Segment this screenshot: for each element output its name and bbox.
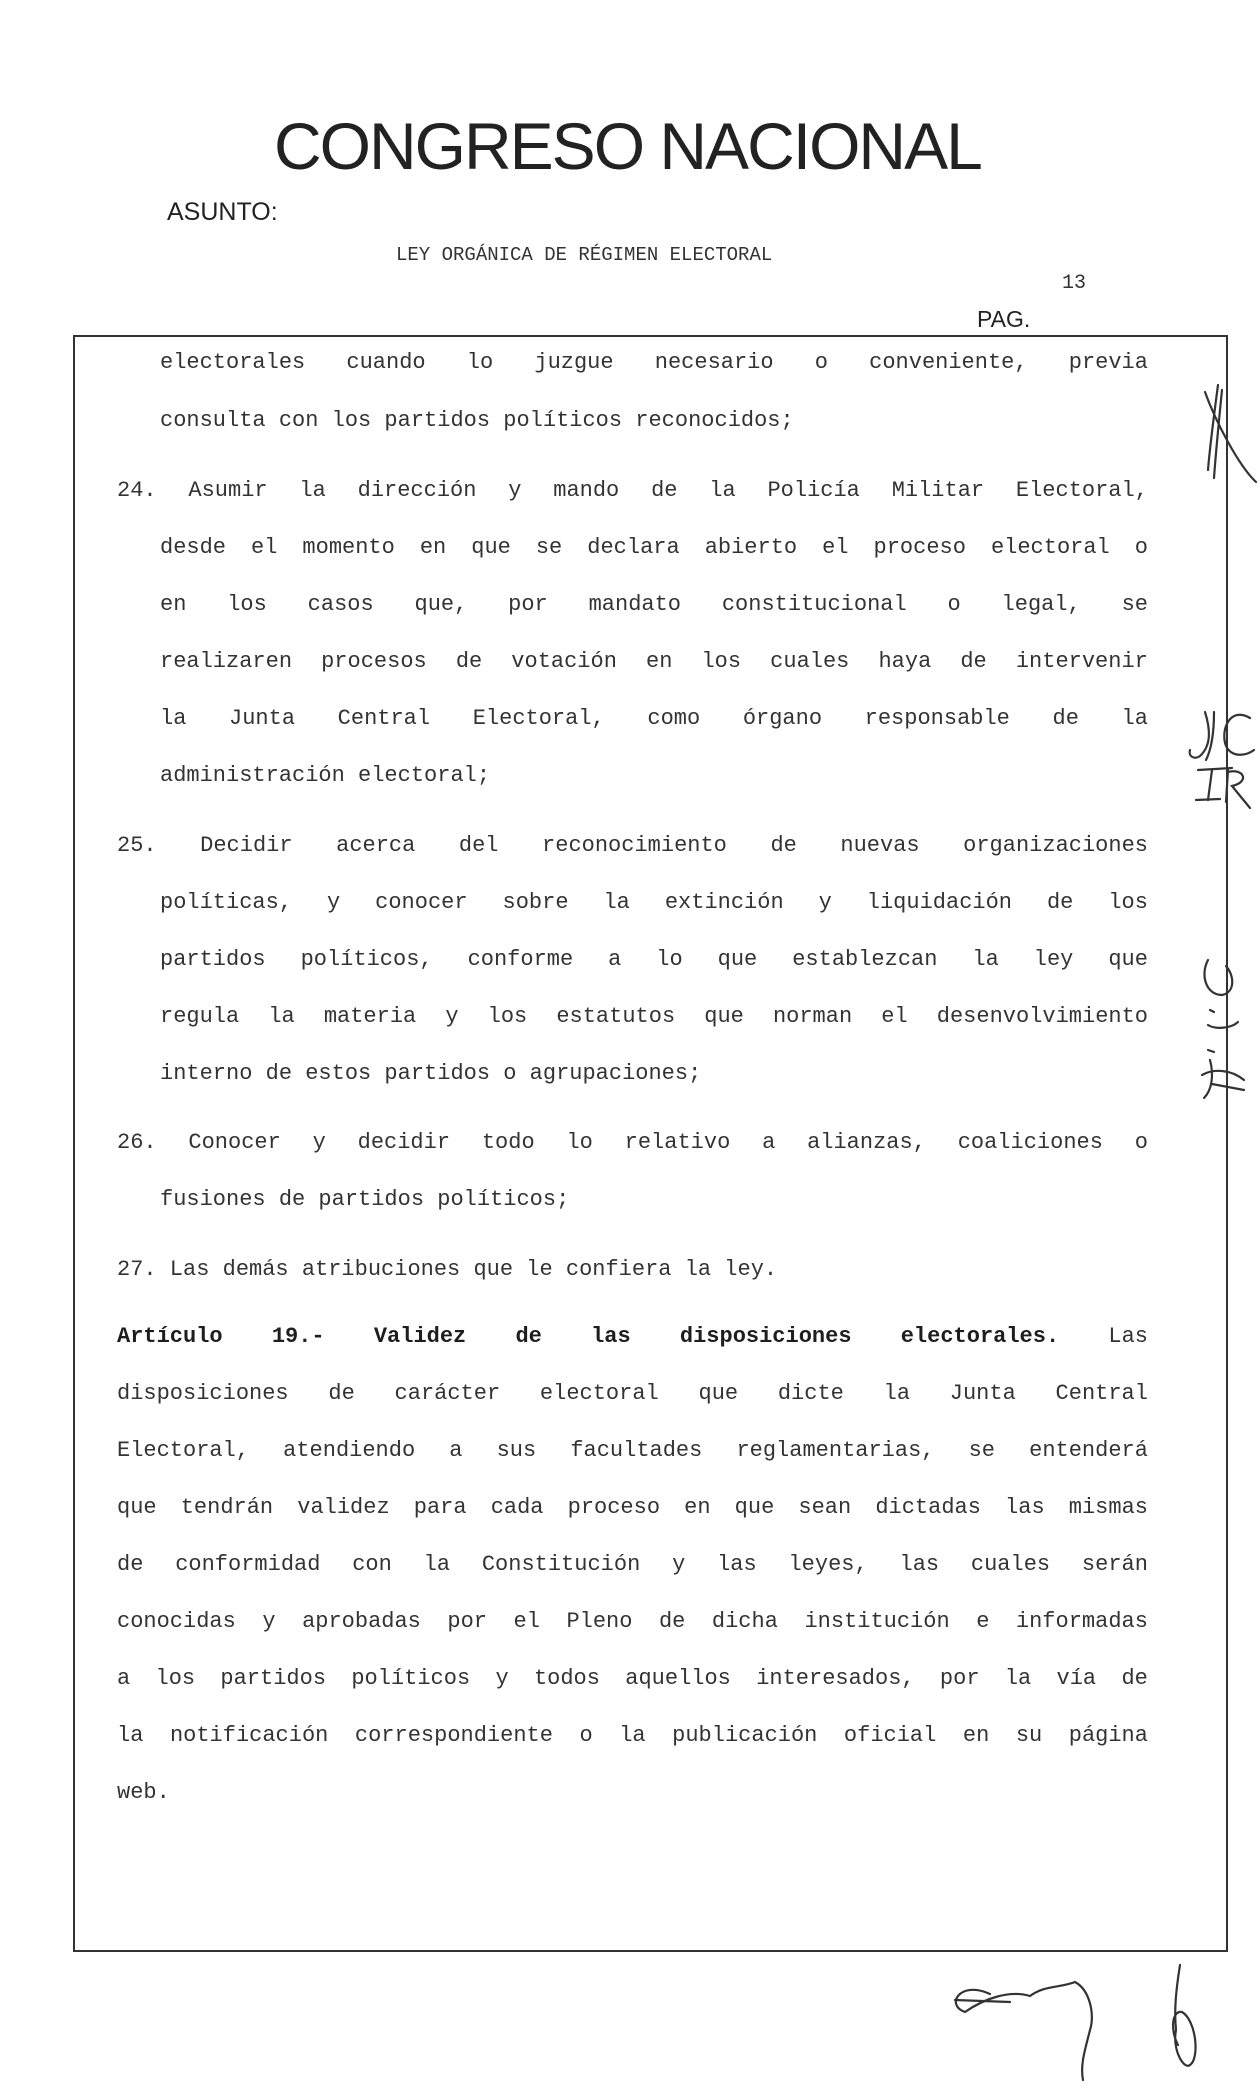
- word: 26.: [117, 1130, 157, 1155]
- handwritten-signature-bottom: [956, 1982, 1092, 2080]
- word: tendrán: [180, 1495, 274, 1520]
- word: políticos,: [300, 947, 433, 972]
- word: los: [701, 649, 742, 674]
- word: sobre: [502, 890, 569, 915]
- word: sus: [496, 1438, 537, 1463]
- word: y: [672, 1552, 686, 1577]
- word: todos: [533, 1666, 600, 1691]
- word: coaliciones: [957, 1130, 1103, 1155]
- word: la: [1004, 1666, 1032, 1691]
- word: electorales: [160, 350, 306, 375]
- word: intervenir: [1015, 649, 1148, 674]
- word: la: [603, 890, 630, 915]
- word: lo: [466, 350, 494, 375]
- word: la: [619, 1723, 646, 1748]
- word: del: [458, 833, 499, 858]
- word: la: [117, 1723, 144, 1748]
- page-number: 13: [1062, 272, 1087, 295]
- word: página: [1068, 1723, 1148, 1748]
- word: se: [535, 535, 563, 560]
- word: las: [591, 1324, 631, 1349]
- word: procesos: [321, 649, 427, 674]
- word: que: [698, 1381, 739, 1406]
- word: o: [1134, 1130, 1148, 1155]
- word: oficial: [843, 1723, 937, 1748]
- word: las: [717, 1552, 757, 1577]
- word: e: [976, 1609, 990, 1634]
- word: Las: [1108, 1324, 1148, 1349]
- word: mando: [553, 478, 620, 503]
- word: establezcan: [792, 947, 938, 972]
- word: como: [647, 706, 701, 731]
- word: haya: [878, 649, 932, 674]
- word: el: [822, 535, 849, 560]
- word: conformidad: [175, 1552, 321, 1577]
- word: Artículo: [117, 1324, 223, 1349]
- word: Constitución: [481, 1552, 641, 1577]
- word: 24.: [117, 478, 157, 503]
- word: atendiendo: [283, 1438, 416, 1463]
- asunto-label: ASUNTO:: [167, 198, 278, 226]
- word: reglamentarias,: [736, 1438, 935, 1463]
- word: carácter: [394, 1381, 501, 1406]
- word: leyes,: [788, 1552, 868, 1577]
- word: electoral: [990, 535, 1110, 560]
- handwritten-initials-ir: [1198, 768, 1232, 770]
- word: cuales: [770, 649, 850, 674]
- word: interesados,: [756, 1666, 915, 1691]
- word: la: [1121, 706, 1148, 731]
- word: se: [1121, 592, 1148, 617]
- word: la: [972, 947, 999, 972]
- word: Central: [1055, 1381, 1148, 1406]
- word: electoral: [539, 1381, 659, 1406]
- word: o: [814, 350, 828, 375]
- word: y: [312, 1130, 326, 1155]
- word: para: [413, 1495, 467, 1520]
- word: de: [960, 649, 987, 674]
- word: que: [734, 1495, 775, 1520]
- word: cuales: [970, 1552, 1051, 1577]
- word: de: [770, 833, 797, 858]
- word: constitucional: [721, 592, 907, 617]
- word: en: [160, 592, 187, 617]
- word: aquellos: [625, 1666, 731, 1691]
- word: y: [326, 890, 341, 915]
- word: casos: [307, 592, 374, 617]
- word: a: [449, 1438, 463, 1463]
- word: de: [658, 1609, 686, 1634]
- word: nuevas: [840, 833, 920, 858]
- word: conveniente,: [869, 350, 1028, 375]
- word: organizaciones: [963, 833, 1148, 858]
- word: políticas,: [160, 890, 293, 915]
- word: partidos: [160, 947, 266, 972]
- word: a: [608, 947, 622, 972]
- word: mismas: [1068, 1495, 1148, 1520]
- word: que: [117, 1495, 157, 1520]
- word: el: [251, 535, 278, 560]
- word: notificación: [169, 1723, 329, 1748]
- word: vía: [1056, 1666, 1097, 1691]
- word: cuando: [346, 350, 426, 375]
- word: Conocer: [188, 1130, 281, 1155]
- word: y: [818, 890, 832, 915]
- word: la: [883, 1381, 911, 1406]
- word: aprobadas: [302, 1609, 421, 1634]
- word: cada: [490, 1495, 544, 1520]
- word: Electoral,: [472, 706, 605, 731]
- word: la: [160, 706, 187, 731]
- word: facultades: [570, 1438, 703, 1463]
- word: las: [899, 1552, 940, 1577]
- word: electorales.: [900, 1324, 1060, 1349]
- pag-label: PAG.: [977, 306, 1031, 332]
- word: de: [515, 1324, 542, 1349]
- word: relativo: [624, 1130, 731, 1155]
- word: dicte: [777, 1381, 844, 1406]
- word: las: [1005, 1495, 1045, 1520]
- word: reconocimiento: [542, 833, 727, 858]
- word: o: [579, 1723, 593, 1748]
- word: que: [704, 1004, 744, 1029]
- word: Policía: [767, 478, 860, 503]
- word: políticos: [351, 1666, 471, 1691]
- word: declara: [587, 535, 680, 560]
- word: el: [513, 1609, 540, 1634]
- subject-text: LEY ORGÁNICA DE RÉGIMEN ELECTORAL: [396, 244, 773, 266]
- word: disposiciones: [117, 1381, 289, 1406]
- word: el: [881, 1004, 908, 1029]
- word: en: [962, 1723, 990, 1748]
- word: juzgue: [534, 350, 614, 375]
- word: los: [155, 1666, 196, 1691]
- word: o: [1134, 535, 1148, 560]
- word: entenderá: [1029, 1438, 1148, 1463]
- word: previa: [1068, 350, 1148, 375]
- word: proceso: [567, 1495, 661, 1520]
- word: validez: [297, 1495, 390, 1520]
- word: votación: [511, 649, 617, 674]
- word: regula: [160, 1004, 240, 1029]
- word: sean: [798, 1495, 852, 1520]
- word: Electoral,: [1015, 478, 1148, 503]
- word: acerca: [336, 833, 416, 858]
- word: por: [939, 1666, 980, 1691]
- word: y: [495, 1666, 509, 1691]
- word: dirección: [357, 478, 477, 503]
- word: desenvolvimiento: [936, 1004, 1148, 1029]
- word: con: [352, 1552, 392, 1577]
- word: lo: [656, 947, 683, 972]
- word: partidos: [220, 1666, 327, 1691]
- word: de: [1046, 890, 1074, 915]
- word: Junta: [229, 706, 296, 731]
- word: extinción: [664, 890, 784, 915]
- word: que: [471, 535, 511, 560]
- word: norman: [772, 1004, 853, 1029]
- handwritten-initials-jc: [1190, 712, 1209, 758]
- word: su: [1015, 1723, 1043, 1748]
- word: legal,: [1001, 592, 1081, 617]
- word: responsable: [864, 706, 1010, 731]
- word: la: [709, 478, 736, 503]
- item26-line: fusiones de partidos políticos;: [160, 1187, 570, 1212]
- word: la: [268, 1004, 295, 1029]
- word: los: [1108, 890, 1148, 915]
- word: en: [646, 649, 673, 674]
- word: de: [651, 478, 678, 503]
- word: Validez: [373, 1324, 467, 1349]
- word: estatutos: [556, 1004, 676, 1029]
- item25-line: interno de estos partidos o agrupaciones;: [160, 1061, 702, 1086]
- word: realizaren: [160, 649, 293, 674]
- word: ley: [1033, 947, 1074, 972]
- word: a: [762, 1130, 776, 1155]
- word: y: [445, 1004, 459, 1029]
- word: desde: [160, 535, 227, 560]
- word: Electoral,: [117, 1438, 250, 1463]
- word: todo: [481, 1130, 535, 1155]
- word: institución: [804, 1609, 950, 1634]
- word: la: [299, 478, 326, 503]
- word: en: [419, 535, 447, 560]
- word: informadas: [1015, 1609, 1148, 1634]
- word: que,: [414, 592, 468, 617]
- letterhead-title: CONGRESO NACIONAL: [274, 109, 981, 183]
- item23-line: consulta con los partidos políticos reconocidos;: [160, 408, 794, 433]
- word: alianzas,: [807, 1130, 926, 1155]
- item27-line: 27. Las demás atribuciones que le confiera la ley.: [117, 1257, 778, 1282]
- word: o: [947, 592, 961, 617]
- word: decidir: [357, 1130, 451, 1155]
- word: momento: [302, 535, 395, 560]
- handwritten-initial-d: [1173, 1965, 1195, 2066]
- word: los: [227, 592, 267, 617]
- word: materia: [323, 1004, 417, 1029]
- word: necesario: [654, 350, 774, 375]
- article19-line: web.: [117, 1780, 170, 1805]
- word: de: [117, 1552, 144, 1577]
- word: serán: [1081, 1552, 1148, 1577]
- word: abierto: [704, 535, 798, 560]
- word: Junta: [949, 1381, 1016, 1406]
- word: mandato: [588, 592, 682, 617]
- word: dicha: [711, 1609, 778, 1634]
- word: liquidación: [866, 890, 1013, 915]
- word: la: [423, 1552, 451, 1577]
- word: proceso: [873, 535, 966, 560]
- word: Pleno: [566, 1609, 633, 1634]
- word: 19.-: [271, 1324, 325, 1349]
- word: los: [487, 1004, 528, 1029]
- word: conocidas: [117, 1609, 236, 1634]
- word: conocer: [375, 890, 468, 915]
- word: se: [968, 1438, 996, 1463]
- word: conforme: [467, 947, 574, 972]
- word: de: [455, 649, 483, 674]
- word: lo: [566, 1130, 593, 1155]
- word: y: [262, 1609, 276, 1634]
- word: órgano: [742, 706, 823, 731]
- word: Decidir: [200, 833, 293, 858]
- word: correspondiente: [354, 1723, 553, 1748]
- word: que: [1108, 947, 1148, 972]
- word: disposiciones: [679, 1324, 852, 1349]
- word: Asumir: [188, 478, 268, 503]
- word: que: [717, 947, 758, 972]
- word: a: [117, 1666, 131, 1691]
- word: de: [1121, 1666, 1148, 1691]
- word: Central: [337, 706, 431, 731]
- word: y: [508, 478, 522, 503]
- word: dictadas: [875, 1495, 981, 1520]
- word: de: [1052, 706, 1079, 731]
- word: por: [508, 592, 548, 617]
- word: Militar: [891, 478, 985, 503]
- word: en: [684, 1495, 711, 1520]
- handwritten-x-mark: [1205, 392, 1256, 482]
- word: 25.: [117, 833, 157, 858]
- word: por: [447, 1609, 488, 1634]
- word: publicación: [672, 1723, 818, 1748]
- item24-line: administración electoral;: [160, 763, 491, 788]
- handwritten-rotated-initials: [1204, 960, 1232, 995]
- word: de: [328, 1381, 355, 1406]
